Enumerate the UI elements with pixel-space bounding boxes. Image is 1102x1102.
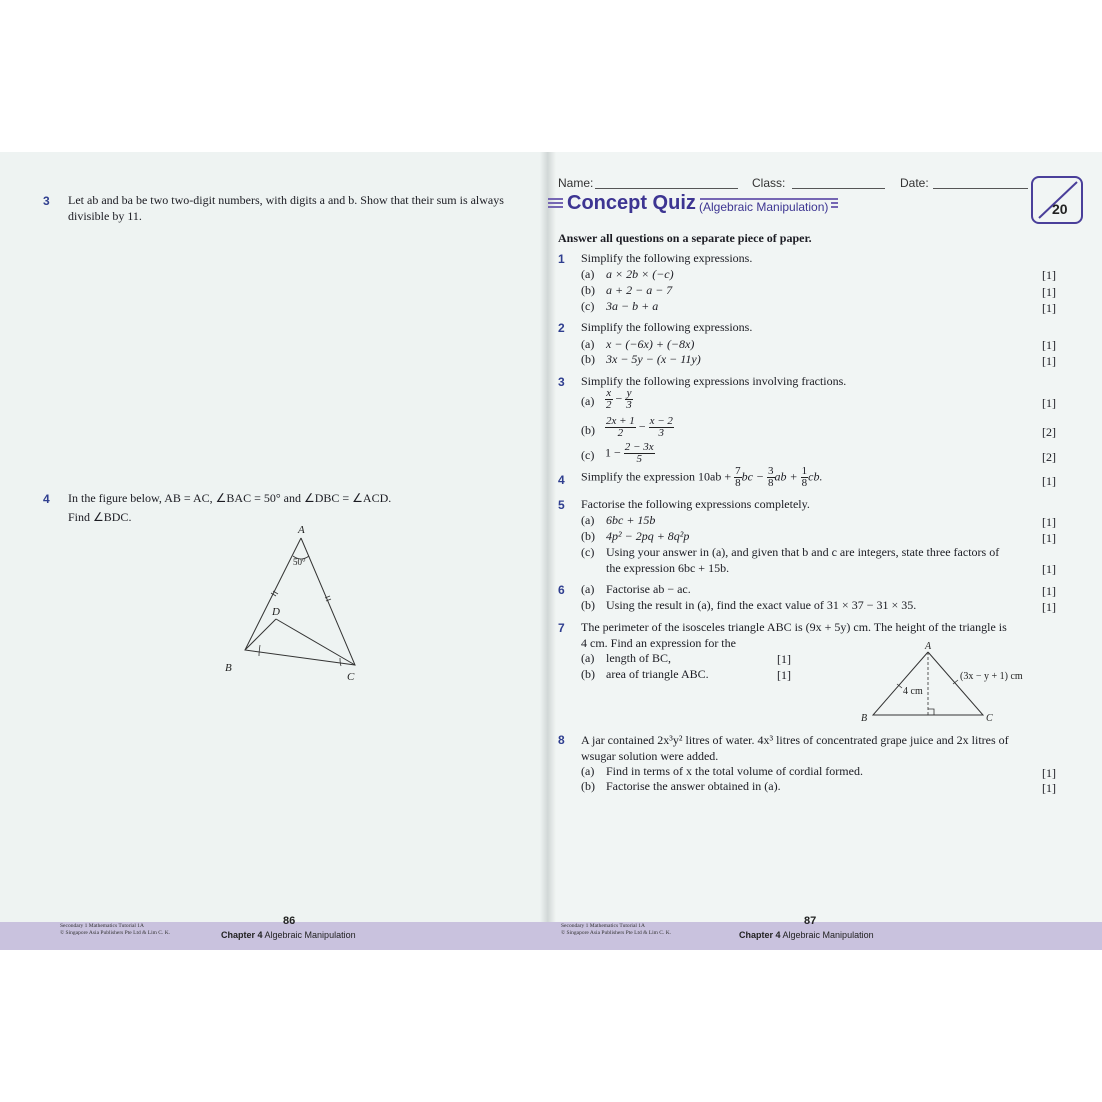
part-label: (c) (581, 448, 595, 462)
question-stem: The perimeter of the isosceles triangle ABC is (9x + 5y) cm. The height of the triangle is (581, 620, 1007, 634)
fraction (734, 466, 742, 489)
question-number: 1 (558, 252, 565, 266)
question-stem: Simplify the following expressions involving fractions. (581, 374, 847, 388)
question-number: 3 (558, 375, 565, 389)
chapter-title: Algebraic Manipulation (782, 930, 874, 940)
part-text: Using your answer in (a), and given that b and c are integers, state three factors of (606, 545, 1000, 559)
part-label: (b) (581, 283, 595, 297)
mark: [1] (1042, 268, 1056, 282)
question-number: 8 (558, 733, 565, 747)
mark: [2] (1042, 425, 1056, 439)
stem-text: Simplify the expression 10ab + (581, 469, 732, 484)
mark: [1] (1042, 766, 1056, 780)
part-label: (c) (581, 299, 595, 313)
part-text: Factorise the answer obtained in (a). (606, 779, 781, 793)
denominator: 3 (658, 427, 664, 439)
denominator: 8 (768, 477, 774, 489)
mark: [1] (1042, 781, 1056, 795)
fraction-expression (605, 416, 674, 439)
question-stem: wsugar solution were added. (581, 749, 719, 763)
part-label: (a) (581, 394, 595, 408)
mark: [1] (777, 668, 791, 682)
operator: − (615, 391, 623, 406)
part-label: (a) (581, 764, 595, 778)
mark: [1] (777, 652, 791, 666)
mark: [2] (1042, 450, 1056, 464)
vertex-label: C (347, 671, 355, 683)
question-number: 4 (43, 492, 50, 506)
question-number: 2 (558, 321, 565, 335)
numerator: 1 (801, 465, 808, 477)
part-label: (b) (581, 529, 595, 543)
angle-label: 50° (293, 557, 306, 567)
numerator: 2 − 3x (624, 441, 654, 453)
name-line (595, 188, 738, 189)
part-text: Using the result in (a), find the exact value of 31 × 37 − 31 × 35. (606, 598, 917, 612)
mark: [1] (1042, 396, 1056, 410)
class-label: Class: (752, 176, 786, 190)
chapter-footer (221, 930, 356, 940)
part-label: (b) (581, 598, 595, 612)
fraction (649, 416, 674, 439)
mark: [1] (1042, 600, 1056, 614)
prefix: 1 − (605, 445, 621, 460)
part-text: Find in terms of x the total volume of cordial formed. (606, 764, 863, 778)
part-text: a + 2 − a − 7 (606, 283, 673, 297)
term: cb. (808, 469, 823, 484)
publisher-line: © Singapore Asia Publishers Pte Ltd & Lim C. K. (60, 930, 171, 936)
quiz-number: 20 (1052, 201, 1068, 217)
denominator: 8 (735, 477, 741, 489)
fraction-expression (605, 388, 633, 411)
numerator: x (606, 387, 612, 399)
question-number: 4 (558, 473, 565, 487)
part-text: 4p² − 2pq + 8q²p (606, 529, 690, 543)
mark: [1] (1042, 584, 1056, 598)
page-number: 87 (804, 915, 817, 927)
question-number: 7 (558, 621, 565, 635)
name-label: Name: (558, 176, 594, 190)
vertex-label: A (925, 641, 932, 652)
fraction (624, 442, 655, 465)
part-label: (b) (581, 667, 595, 681)
quiz-title: Concept Quiz (563, 192, 700, 215)
question-stem: Simplify the following expressions. (581, 251, 753, 265)
part-text: Factorise ab − ac. (606, 582, 691, 596)
question-stem: Simplify the following expressions. (581, 320, 753, 334)
vertex-label: B (225, 662, 232, 674)
fraction-expression (605, 442, 655, 465)
fraction (767, 466, 775, 489)
date-label: Date: (900, 176, 929, 190)
mark: [1] (1042, 338, 1056, 352)
vertex-label: D (272, 606, 280, 618)
part-label: (b) (581, 352, 595, 366)
mark: [1] (1042, 354, 1056, 368)
page-number: 86 (283, 915, 296, 927)
isosceles-triangle-figure (855, 640, 1045, 725)
part-label: (b) (581, 779, 595, 793)
triangle-figure-abdc (215, 520, 375, 685)
fraction (625, 388, 633, 411)
term: ab + (774, 469, 798, 484)
question-number: 5 (558, 498, 565, 512)
date-line (933, 188, 1028, 189)
mark: [1] (1042, 515, 1056, 529)
question-number: 6 (558, 583, 565, 597)
term: bc − (741, 469, 765, 484)
denominator: 8 (801, 477, 808, 489)
denominator: 5 (636, 453, 642, 465)
denominator: 2 (606, 399, 612, 411)
numerator: y (626, 387, 632, 399)
mark: [1] (1042, 301, 1056, 315)
quiz-subtitle: (Algebraic Manipulation) (696, 200, 831, 214)
operator: − (638, 419, 646, 434)
part-label: (b) (581, 423, 595, 437)
part-text: 6bc + 15b (606, 513, 656, 527)
fraction (605, 388, 613, 411)
publisher-line: Secondary 1 Mathematics Tutorial 1A (60, 923, 145, 929)
instruction: Answer all questions on a separate piece of paper. (558, 231, 812, 245)
numerator: 3 (768, 465, 774, 477)
denominator: 2 (617, 427, 624, 439)
part-text: the expression 6bc + 15b. (606, 561, 730, 575)
part-text: 3x − 5y − (x − 11y) (606, 352, 701, 366)
question-number: 3 (43, 194, 50, 208)
denominator: 3 (626, 399, 632, 411)
chapter-label: Chapter 4 (221, 930, 263, 940)
book-gutter (540, 152, 556, 950)
part-label: (a) (581, 582, 595, 596)
mark: [1] (1042, 562, 1056, 576)
numerator: x − 2 (649, 415, 673, 427)
expression-line (581, 466, 822, 489)
question-stem: A jar contained 2x³y² litres of water. 4x³ litres of concentrated grape juice and 2x litres of (581, 733, 1009, 747)
vertex-label: C (986, 713, 993, 724)
numerator: 2x + 1 (606, 415, 635, 427)
numerator: 7 (735, 465, 741, 477)
question-text: Find ∠BDC. (68, 510, 132, 524)
part-text: 3a − b + a (606, 299, 659, 313)
part-label: (a) (581, 337, 595, 351)
publisher-line: © Singapore Asia Publishers Pte Ltd & Lim C. K. (561, 930, 672, 936)
class-line (792, 188, 885, 189)
part-label: (a) (581, 651, 595, 665)
part-text: a × 2b × (−c) (606, 267, 674, 281)
mark: [1] (1042, 531, 1056, 545)
question-text: divisible by 11. (68, 209, 142, 223)
chapter-title: Algebraic Manipulation (264, 930, 356, 940)
part-text: length of BC, (606, 651, 671, 665)
mark: [1] (1042, 285, 1056, 299)
chapter-footer (739, 930, 874, 940)
side-length-label: (3x − y + 1) cm (960, 671, 1023, 682)
mark: [1] (1042, 474, 1056, 488)
question-text: Let ab and ba be two two-digit numbers, with digits a and b. Show that their sum is always (68, 193, 504, 207)
vertex-label: A (298, 524, 305, 536)
chapter-label: Chapter 4 (739, 930, 781, 940)
part-label: (c) (581, 545, 595, 559)
publisher-line: Secondary 1 Mathematics Tutorial 1A (561, 923, 646, 929)
height-label: 4 cm (903, 686, 923, 697)
question-stem: Factorise the following expressions completely. (581, 497, 810, 511)
fraction (605, 416, 636, 439)
question-text: In the figure below, AB = AC, ∠BAC = 50° and ∠DBC = ∠ACD. (68, 491, 392, 505)
part-label: (a) (581, 513, 595, 527)
vertex-label: B (861, 713, 868, 724)
part-text: area of triangle ABC. (606, 667, 709, 681)
part-label: (a) (581, 267, 595, 281)
part-text: x − (−6x) + (−8x) (606, 337, 695, 351)
question-stem: 4 cm. Find an expression for the (581, 636, 736, 650)
